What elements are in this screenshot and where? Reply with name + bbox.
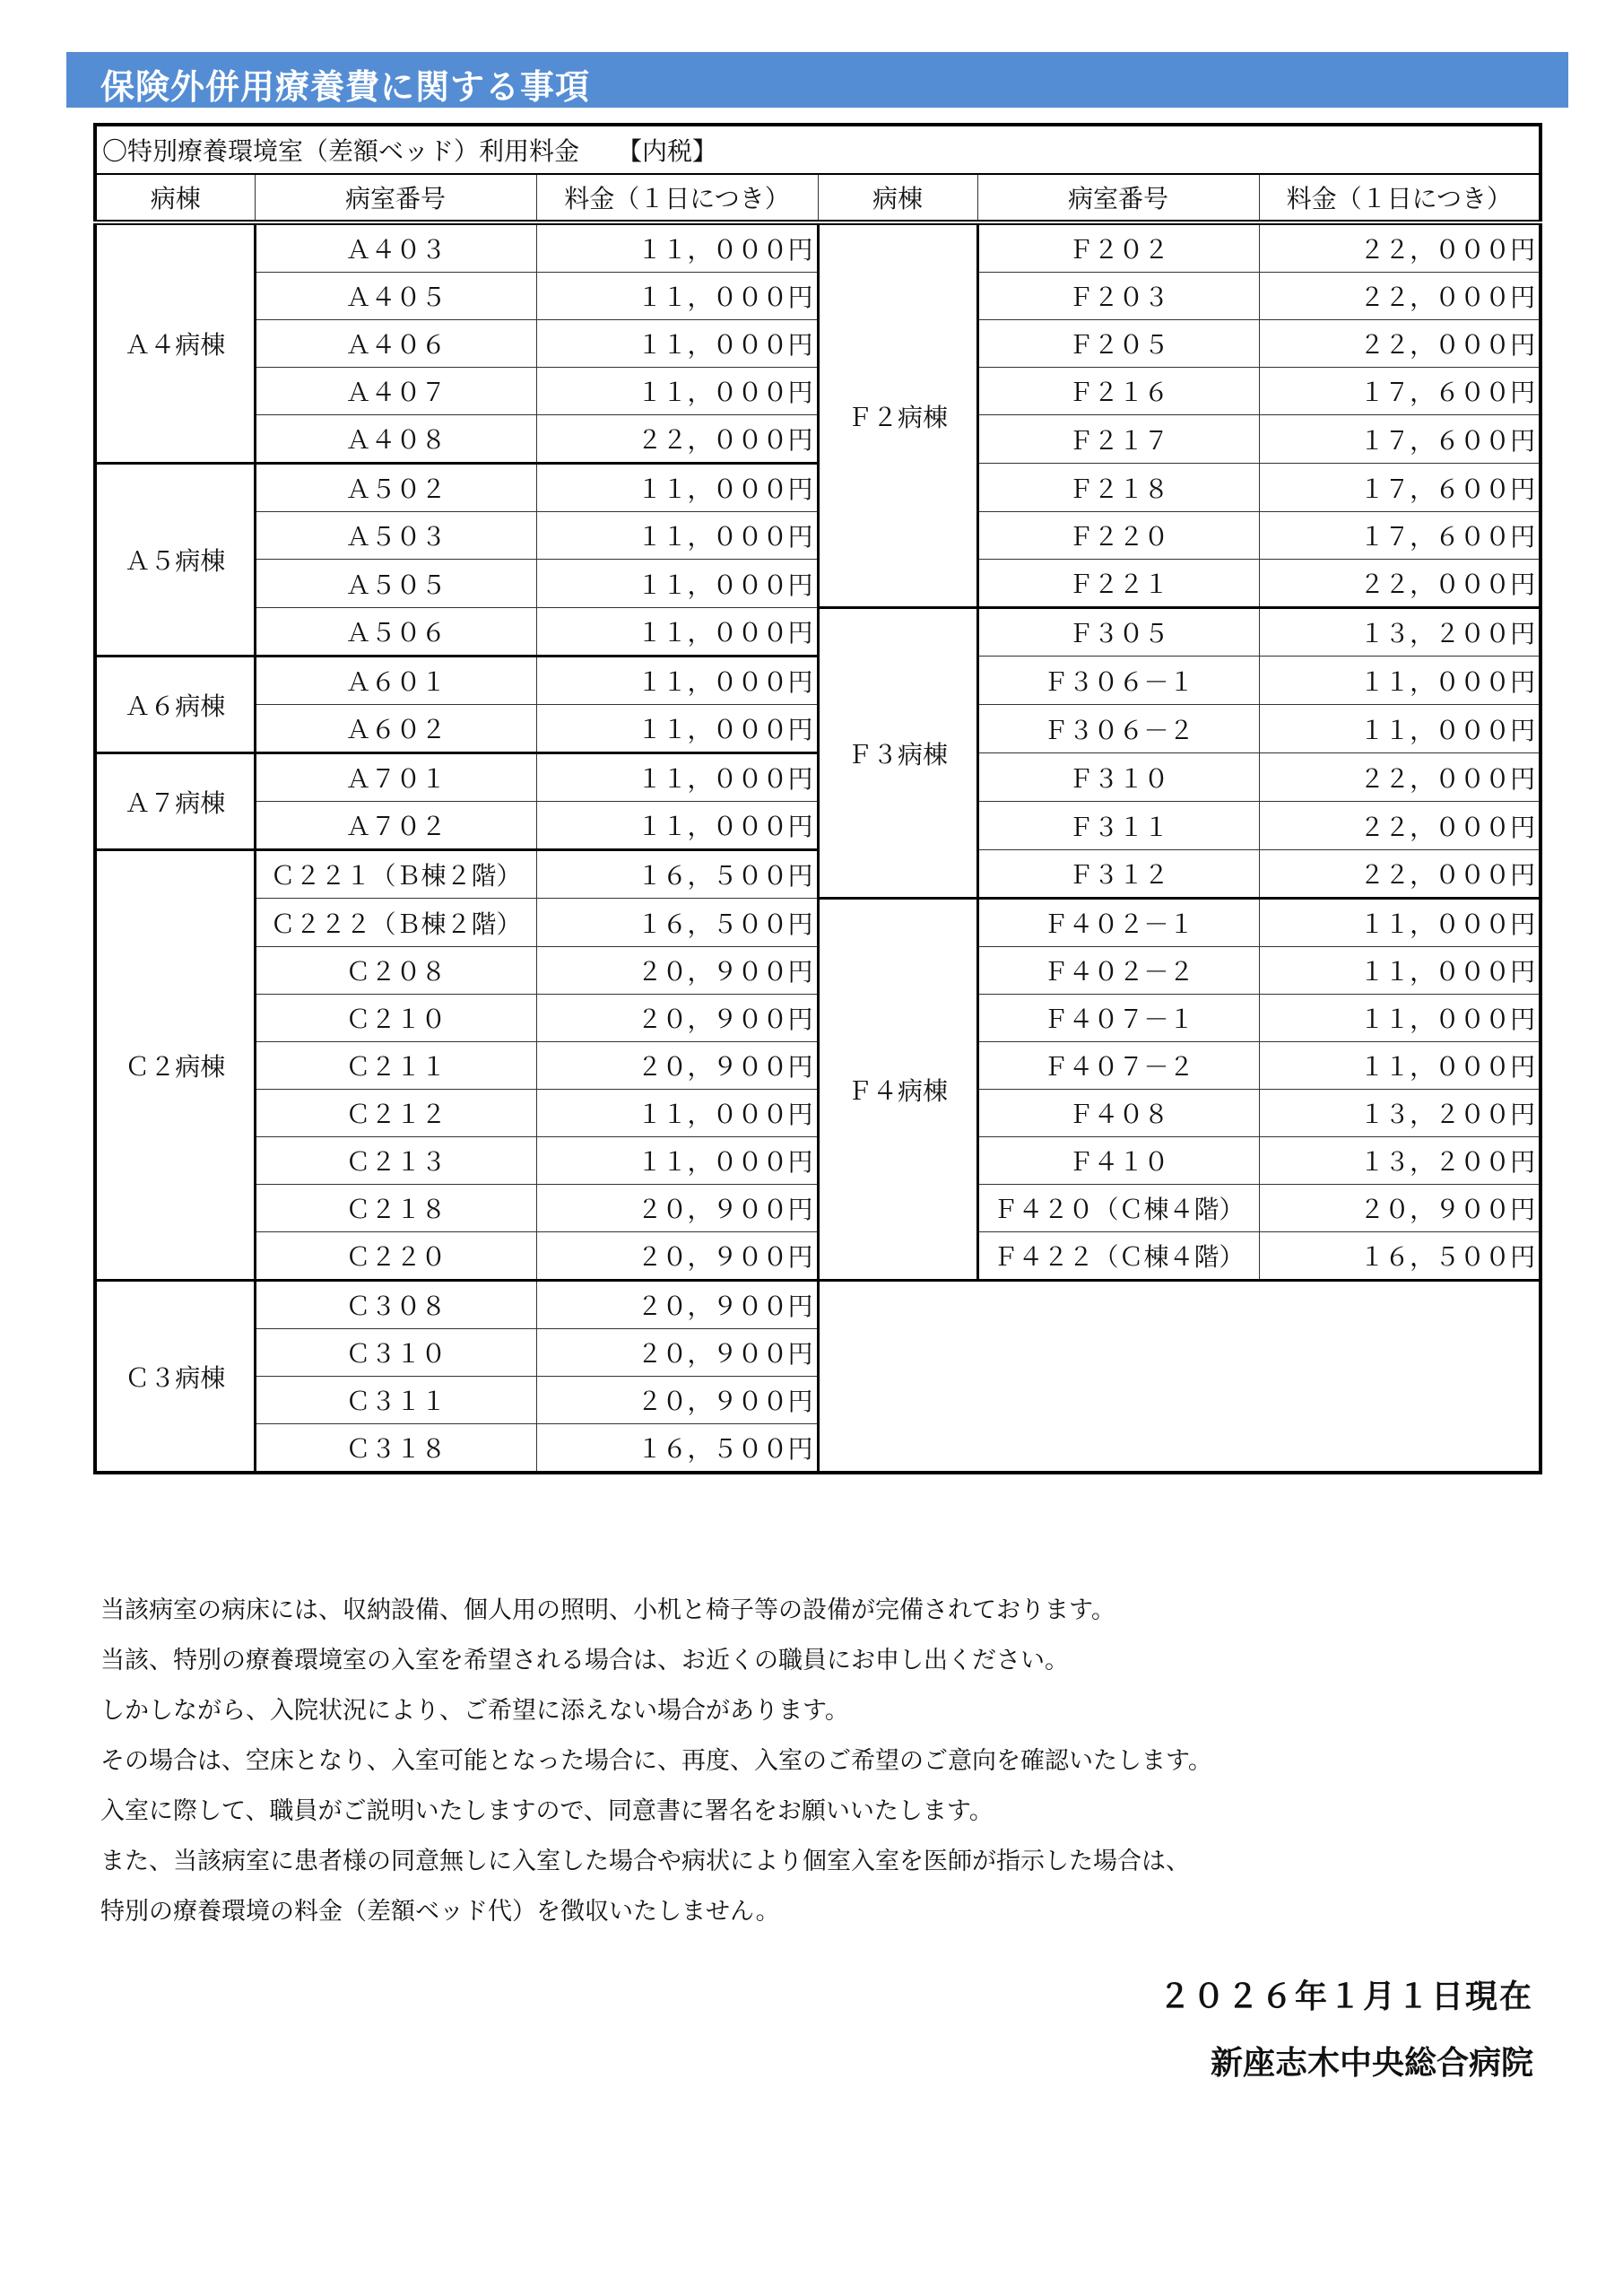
room-fee: ２０，９００円 — [1259, 1185, 1541, 1232]
room-fee: １１，０００円 — [1259, 947, 1541, 995]
room-number: Ａ７０１ — [255, 753, 536, 802]
room-fee: １１，０００円 — [1259, 705, 1541, 753]
table-row — [95, 608, 1541, 657]
room-fee: ２２，０００円 — [1259, 850, 1541, 899]
room-number: Ａ６０１ — [255, 657, 536, 705]
table-title: 〇特別療養環境室（差額ベッド）利用料金 【内税】 — [95, 125, 1541, 174]
room-fee: １７，６００円 — [1259, 464, 1541, 512]
room-number: Ａ６０２ — [255, 705, 536, 753]
room-number: Ａ４０５ — [255, 273, 536, 320]
room-fee: １１，０００円 — [536, 512, 818, 560]
room-number: Ｆ２０２ — [977, 222, 1259, 273]
room-number: Ａ７０２ — [255, 802, 536, 850]
room-fee: １１，０００円 — [536, 802, 818, 850]
room-fee: ２０，９００円 — [536, 995, 818, 1042]
room-fee-table — [93, 123, 1542, 1474]
room-number: Ｆ４２２（Ｃ棟４階） — [977, 1232, 1259, 1281]
room-number: Ｆ４２０（Ｃ棟４階） — [977, 1185, 1259, 1232]
header-fee: 料金（１日につき） — [536, 174, 818, 222]
room-fee: １１，０００円 — [536, 222, 818, 273]
room-fee: １３，２００円 — [1259, 1090, 1541, 1137]
room-number: Ｆ２１６ — [977, 368, 1259, 415]
note-line: 入室に際して、職員がご説明いたしますので、同意書に署名をお願いいたします。 — [100, 1797, 994, 1825]
room-number: Ｃ３０８ — [255, 1281, 536, 1329]
room-number: Ｆ２０３ — [977, 273, 1259, 320]
room-fee: ２０，９００円 — [536, 1185, 818, 1232]
room-number: Ｆ３０６－１ — [977, 657, 1259, 705]
room-number: Ｃ２１３ — [255, 1137, 536, 1185]
note-line: しかしながら、入院状況により、ご希望に添えない場合があります。 — [100, 1697, 849, 1725]
room-number: Ｃ３１８ — [255, 1424, 536, 1474]
table-row — [95, 222, 1541, 273]
room-number: Ｆ２１８ — [977, 464, 1259, 512]
room-number: Ｆ４１０ — [977, 1137, 1259, 1185]
room-number: Ｆ３１１ — [977, 802, 1259, 850]
room-fee: ２０，９００円 — [536, 1281, 818, 1329]
room-number: Ｃ２１０ — [255, 995, 536, 1042]
note-line: その場合は、空床となり、入室可能となった場合に、再度、入室のご希望のご意向を確認いたします。 — [100, 1747, 1212, 1775]
room-number: Ａ４０３ — [255, 222, 536, 273]
header-ward: 病棟 — [818, 174, 977, 222]
note-line: 当該、特別の療養環境室の入室を希望される場合は、お近くの職員にお申し出ください。 — [100, 1647, 1069, 1674]
hospital-name: 新座志木中央総合病院 — [1210, 2045, 1533, 2082]
room-fee: １１，０００円 — [1259, 657, 1541, 705]
ward-name: Ａ７病棟 — [95, 753, 255, 850]
room-fee: ２２，０００円 — [1259, 273, 1541, 320]
room-number: Ｆ３１０ — [977, 753, 1259, 802]
room-fee: １１，０００円 — [536, 560, 818, 608]
note-line: 特別の療養環境の料金（差額ベッド代）を徴収いたしません。 — [100, 1898, 780, 1926]
room-fee: ２０，９００円 — [536, 1042, 818, 1090]
room-fee: ２２，０００円 — [1259, 320, 1541, 368]
room-fee: １１，０００円 — [1259, 1042, 1541, 1090]
room-number: Ｃ２１８ — [255, 1185, 536, 1232]
room-number: Ｆ４０２－２ — [977, 947, 1259, 995]
section-banner — [66, 52, 1568, 108]
note-line: 当該病室の病床には、収納設備、個人用の照明、小机と椅子等の設備が完備されております。 — [100, 1596, 1115, 1624]
room-number: Ｆ２１７ — [977, 415, 1259, 464]
room-number: Ａ４０８ — [255, 415, 536, 464]
room-number: Ａ４０６ — [255, 320, 536, 368]
room-number: Ｆ２２０ — [977, 512, 1259, 560]
room-number: Ｆ３０６－２ — [977, 705, 1259, 753]
room-number: Ｆ４０２－１ — [977, 899, 1259, 947]
notes — [100, 1586, 1212, 1937]
header-room: 病室番号 — [255, 174, 536, 222]
room-number: Ｆ３０５ — [977, 608, 1259, 657]
room-fee: ２０，９００円 — [536, 947, 818, 995]
room-number: Ｆ４０７－１ — [977, 995, 1259, 1042]
room-number: Ｆ４０８ — [977, 1090, 1259, 1137]
room-fee: ２０，９００円 — [536, 1329, 818, 1377]
room-number: Ａ４０７ — [255, 368, 536, 415]
room-fee: １１，０００円 — [536, 273, 818, 320]
room-number: Ｃ３１０ — [255, 1329, 536, 1377]
room-number: Ａ５０２ — [255, 464, 536, 512]
room-fee: １６，５００円 — [1259, 1232, 1541, 1281]
room-number: Ｆ３１２ — [977, 850, 1259, 899]
room-number: Ｆ２０５ — [977, 320, 1259, 368]
room-fee: １１，０００円 — [536, 464, 818, 512]
as-of-date: ２０２６年１月１日現在 — [1158, 1979, 1533, 2015]
room-number: Ａ５０６ — [255, 608, 536, 657]
room-fee: ２０，９００円 — [536, 1232, 818, 1281]
room-number: Ｃ３１１ — [255, 1377, 536, 1424]
room-fee: １７，６００円 — [1259, 415, 1541, 464]
room-fee: １１，０００円 — [536, 1137, 818, 1185]
room-fee: ２２，０００円 — [1259, 222, 1541, 273]
empty-cell — [818, 1281, 1541, 1474]
ward-name: Ｆ４病棟 — [818, 899, 977, 1281]
room-fee: ２２，０００円 — [1259, 560, 1541, 608]
room-fee: ２２，０００円 — [1259, 753, 1541, 802]
room-fee: ２０，９００円 — [536, 1377, 818, 1424]
room-number: Ｆ２２１ — [977, 560, 1259, 608]
header-ward: 病棟 — [95, 174, 255, 222]
room-number: Ｃ２２１（Ｂ棟２階） — [255, 850, 536, 899]
room-fee: １６，５００円 — [536, 850, 818, 899]
room-number: Ａ５０３ — [255, 512, 536, 560]
ward-name: Ｃ３病棟 — [95, 1281, 255, 1474]
room-fee: １１，０００円 — [536, 753, 818, 802]
room-fee: ２２，０００円 — [1259, 802, 1541, 850]
room-fee: １１，０００円 — [536, 705, 818, 753]
room-fee: １１，０００円 — [536, 657, 818, 705]
note-line: また、当該病室に患者様の同意無しに入室した場合や病状により個室入室を医師が指示した場合は、 — [100, 1848, 1190, 1875]
room-fee: １１，０００円 — [536, 320, 818, 368]
room-fee: １６，５００円 — [536, 1424, 818, 1474]
room-number: Ｃ２１２ — [255, 1090, 536, 1137]
room-fee: １３，２００円 — [1259, 1137, 1541, 1185]
table-row — [95, 899, 1541, 947]
room-number: Ｃ２２２（Ｂ棟２階） — [255, 899, 536, 947]
room-fee: １１，０００円 — [536, 608, 818, 657]
room-fee: １１，０００円 — [536, 368, 818, 415]
room-number: Ｃ２１１ — [255, 1042, 536, 1090]
room-fee: １６，５００円 — [536, 899, 818, 947]
header-room: 病室番号 — [977, 174, 1259, 222]
room-number: Ａ５０５ — [255, 560, 536, 608]
ward-name: Ａ４病棟 — [95, 222, 255, 464]
room-number: Ｆ４０７－２ — [977, 1042, 1259, 1090]
room-fee: １７，６００円 — [1259, 368, 1541, 415]
section-title: 保険外併用療養費に関する事項 — [100, 67, 591, 107]
room-fee: １３，２００円 — [1259, 608, 1541, 657]
header-fee: 料金（１日につき） — [1259, 174, 1541, 222]
room-fee: １１，０００円 — [536, 1090, 818, 1137]
room-fee: １７，６００円 — [1259, 512, 1541, 560]
room-number: Ｃ２０８ — [255, 947, 536, 995]
ward-name: Ｆ２病棟 — [818, 222, 977, 608]
room-fee: １１，０００円 — [1259, 995, 1541, 1042]
ward-name: Ａ６病棟 — [95, 657, 255, 753]
ward-name: Ｆ３病棟 — [818, 608, 977, 899]
ward-name: Ａ５病棟 — [95, 464, 255, 657]
room-fee: ２２，０００円 — [536, 415, 818, 464]
room-fee: １１，０００円 — [1259, 899, 1541, 947]
ward-name: Ｃ２病棟 — [95, 850, 255, 1281]
room-number: Ｃ２２０ — [255, 1232, 536, 1281]
table-row — [95, 1281, 1541, 1329]
